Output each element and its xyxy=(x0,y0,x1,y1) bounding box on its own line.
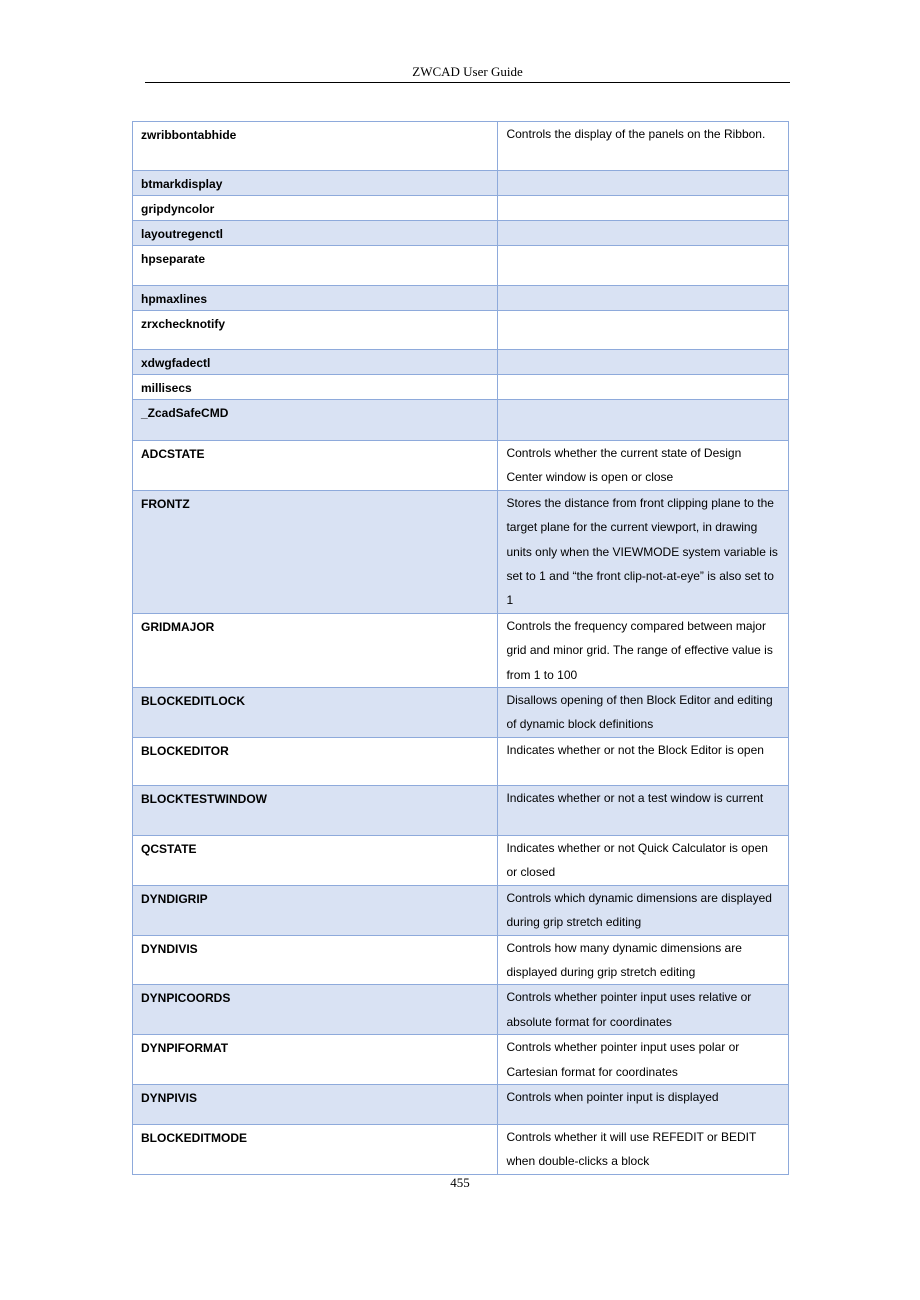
variable-name: hpseparate xyxy=(133,246,498,286)
table-row xyxy=(133,350,789,375)
variable-name: hpmaxlines xyxy=(133,286,498,311)
table-row xyxy=(133,688,789,738)
variable-name: BLOCKTESTWINDOW xyxy=(133,785,498,835)
table-row xyxy=(133,400,789,441)
table-row xyxy=(133,1084,789,1124)
page-number: 455 xyxy=(450,1175,470,1190)
variable-name: _ZcadSafeCMD xyxy=(133,400,498,441)
table-body xyxy=(133,122,789,1175)
variable-name: DYNPIVIS xyxy=(133,1084,498,1124)
variable-name: BLOCKEDITMODE xyxy=(133,1124,498,1174)
table-row xyxy=(133,835,789,885)
variable-description: Controls how many dynamic dimensions are displayed during grip stretch editing xyxy=(498,935,789,985)
table-row xyxy=(133,737,789,785)
table-row xyxy=(133,985,789,1035)
variable-description xyxy=(498,375,789,400)
variable-description: Controls the frequency compared between major grid and minor grid. The range of effective value is from 1 to 100 xyxy=(498,613,789,687)
table-row xyxy=(133,246,789,286)
system-variables-table xyxy=(132,121,789,1175)
variable-description xyxy=(498,221,789,246)
variable-description: Indicates whether or not a test window is current xyxy=(498,785,789,835)
variable-name: DYNPICOORDS xyxy=(133,985,498,1035)
table-row xyxy=(133,935,789,985)
variable-description xyxy=(498,311,789,350)
table-row xyxy=(133,311,789,350)
variable-name: zwribbontabhide xyxy=(133,122,498,171)
variable-name: DYNDIVIS xyxy=(133,935,498,985)
variable-name: millisecs xyxy=(133,375,498,400)
variable-description xyxy=(498,171,789,196)
variable-name: btmarkdisplay xyxy=(133,171,498,196)
variable-name: xdwgfadectl xyxy=(133,350,498,375)
variable-name: gripdyncolor xyxy=(133,196,498,221)
variable-name: BLOCKEDITLOCK xyxy=(133,688,498,738)
variable-description: Controls the display of the panels on the Ribbon. xyxy=(498,122,789,171)
variable-description: Controls whether it will use REFEDIT or BEDIT when double-clicks a block xyxy=(498,1124,789,1174)
variable-description: Controls whether the current state of Design Center window is open or close xyxy=(498,441,789,491)
variable-name: BLOCKEDITOR xyxy=(133,737,498,785)
variable-name: GRIDMAJOR xyxy=(133,613,498,687)
variable-name: QCSTATE xyxy=(133,835,498,885)
variable-description xyxy=(498,196,789,221)
table-row xyxy=(133,122,789,171)
table-row xyxy=(133,885,789,935)
variable-description: Indicates whether or not the Block Editor is open xyxy=(498,737,789,785)
variable-description: Indicates whether or not Quick Calculator is open or closed xyxy=(498,835,789,885)
variable-name: ADCSTATE xyxy=(133,441,498,491)
table-row xyxy=(133,613,789,687)
variable-description xyxy=(498,286,789,311)
variable-name: DYNDIGRIP xyxy=(133,885,498,935)
variable-name: layoutregenctl xyxy=(133,221,498,246)
page-header: ZWCAD User Guide xyxy=(412,64,523,79)
variable-description: Disallows opening of then Block Editor and editing of dynamic block definitions xyxy=(498,688,789,738)
variable-name: zrxchecknotify xyxy=(133,311,498,350)
table-row xyxy=(133,196,789,221)
table-row xyxy=(133,171,789,196)
table-row xyxy=(133,490,789,613)
table-row xyxy=(133,375,789,400)
table-row xyxy=(133,441,789,491)
variable-description: Controls when pointer input is displayed xyxy=(498,1084,789,1124)
table-row xyxy=(133,1035,789,1085)
variable-description xyxy=(498,400,789,441)
table-row xyxy=(133,785,789,835)
variable-description: Controls which dynamic dimensions are displayed during grip stretch editing xyxy=(498,885,789,935)
variable-name: DYNPIFORMAT xyxy=(133,1035,498,1085)
table-row xyxy=(133,286,789,311)
variable-description: Controls whether pointer input uses polar or Cartesian format for coordinates xyxy=(498,1035,789,1085)
variable-description: Stores the distance from front clipping plane to the target plane for the current viewport, in drawing units only when the VIEWMODE system variable is set to 1 and “the front clip-not-at-eye” is also set to 1 xyxy=(498,490,789,613)
variable-description xyxy=(498,246,789,286)
header-rule xyxy=(145,82,790,83)
variable-description: Controls whether pointer input uses relative or absolute format for coordinates xyxy=(498,985,789,1035)
table-row xyxy=(133,1124,789,1174)
variable-name: FRONTZ xyxy=(133,490,498,613)
table-row xyxy=(133,221,789,246)
variable-description xyxy=(498,350,789,375)
